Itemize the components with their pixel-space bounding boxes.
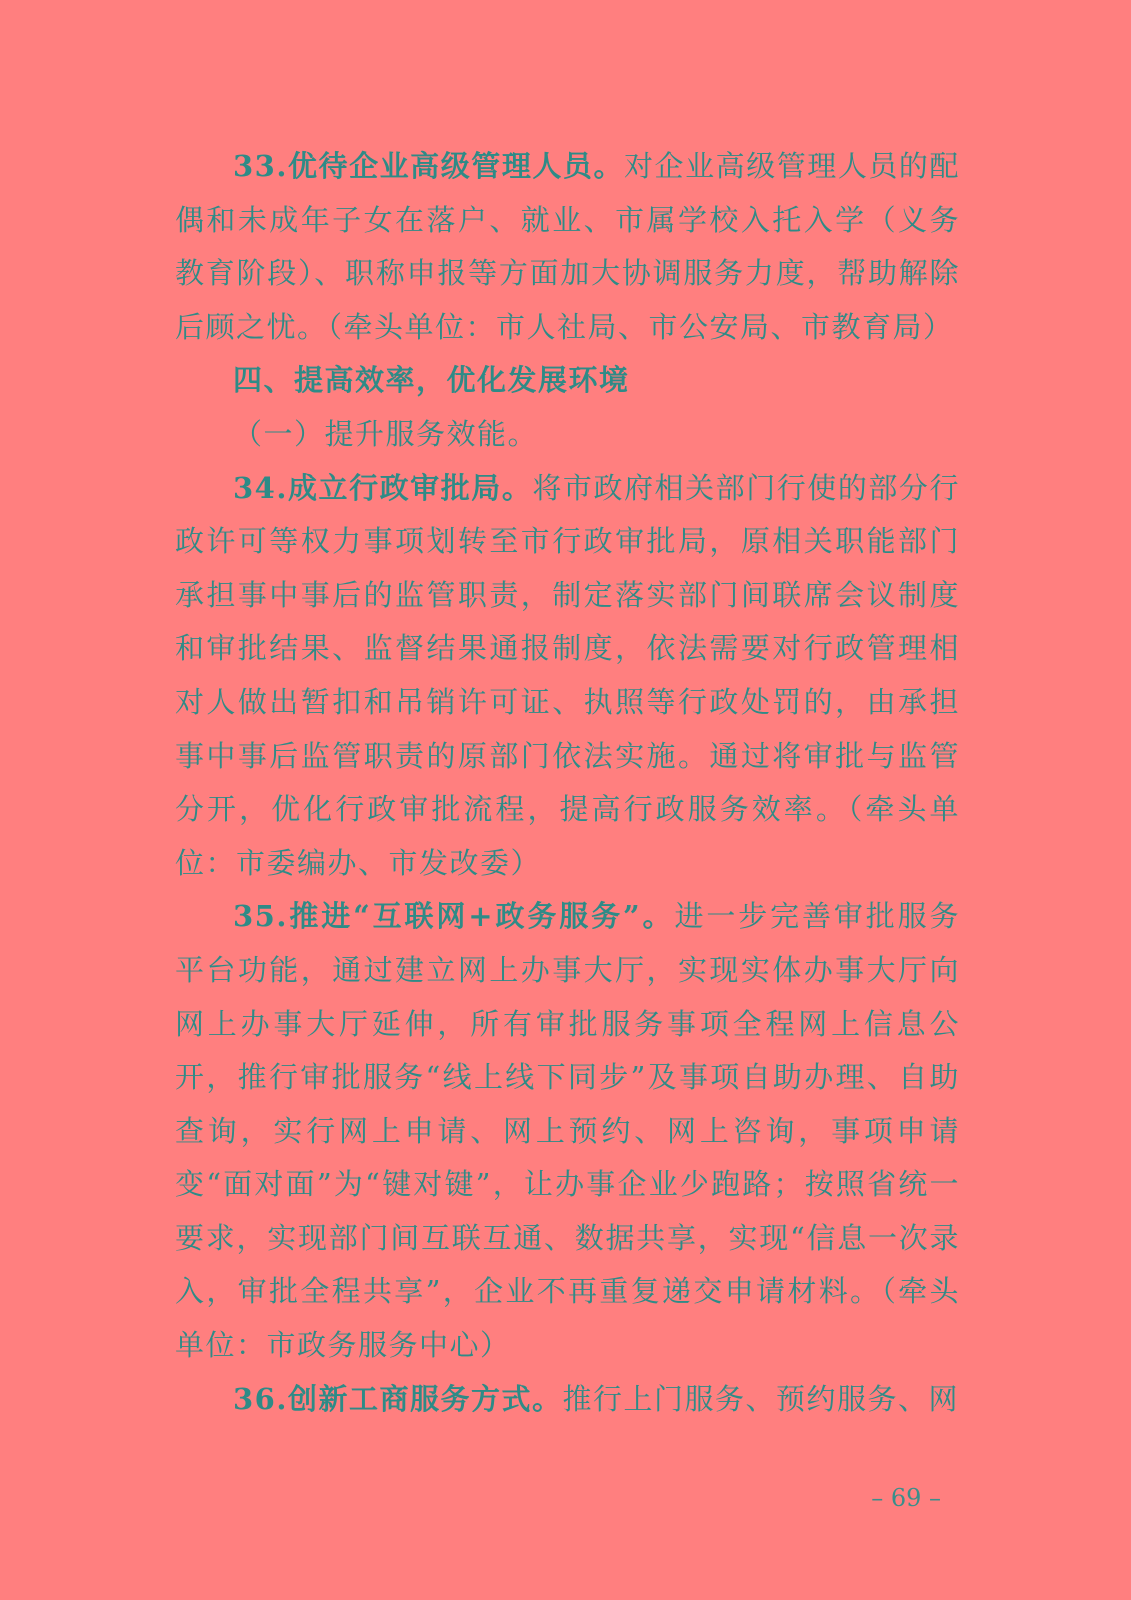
page-number: – 69 – bbox=[871, 1484, 941, 1512]
item-33-title: 优待企业高级管理人员。 bbox=[287, 149, 625, 183]
item-35-body: 进一步完善审批服务平台功能，通过建立网上办事大厅，实现实体办事大厅向网上办事大厅延伸，所有审批服务事项全程网上信息公开，推行审批服务“线上线下同步”及事项自助办理、自助查询，实行网上申请、网上预约、网上咨询，事项申请变“面对面”为“键对键”，让办事企业少跑路；按照省统一要求，实现部门间互联互通、数据共享，实现“信息一次录入，审批全程共享”，企业不再重复递交申请材料。（牵头单位：市政务服务中心） bbox=[175, 899, 960, 1363]
item-35-number: 35. bbox=[233, 899, 288, 934]
item-34-body: 将市政府相关部门行使的部分行政许可等权力事项划转至市行政审批局，原相关职能部门承担事中事后的监管职责，制定落实部门间联席会议制度和审批结果、监督结果通报制度，依法需要对行政管理相对人做出暂扣和吊销许可证、执照等行政处罚的，由承担事中事后监管职责的原部门依法实施。通过将审批与监管分开，优化行政审批流程，提高行政服务效率。（牵头单位：市委编办、市发改委） bbox=[175, 470, 960, 880]
item-35-paragraph bbox=[175, 890, 960, 1372]
item-34-title: 成立行政审批局。 bbox=[287, 470, 533, 505]
item-36-body: 推行上门服务、预约服务、网 bbox=[562, 1381, 959, 1416]
item-34-number: 34. bbox=[233, 470, 288, 505]
item-36-title: 创新工商服务方式。 bbox=[287, 1381, 563, 1416]
subsection-heading-1: （一）提升服务效能。 bbox=[233, 416, 539, 451]
item-36-number: 36. bbox=[233, 1381, 288, 1416]
item-33-body: 对企业高级管理人员的配偶和未成年子女在落户、就业、市属学校入托入学（义务教育阶段）、职称申报等方面加大协调服务力度，帮助解除后顾之忧。（牵头单位：市人社局、市公安局、市教育局） bbox=[175, 149, 960, 344]
section-heading-4: 四、提高效率，优化发展环境 bbox=[233, 363, 630, 398]
document-body bbox=[175, 140, 960, 1426]
item-35-title: 推进“互联网+政务服务”。 bbox=[287, 899, 675, 934]
item-33-number: 33. bbox=[233, 149, 288, 183]
item-33-paragraph bbox=[175, 140, 960, 354]
item-36-paragraph bbox=[175, 1373, 960, 1427]
item-34-paragraph bbox=[175, 462, 960, 891]
